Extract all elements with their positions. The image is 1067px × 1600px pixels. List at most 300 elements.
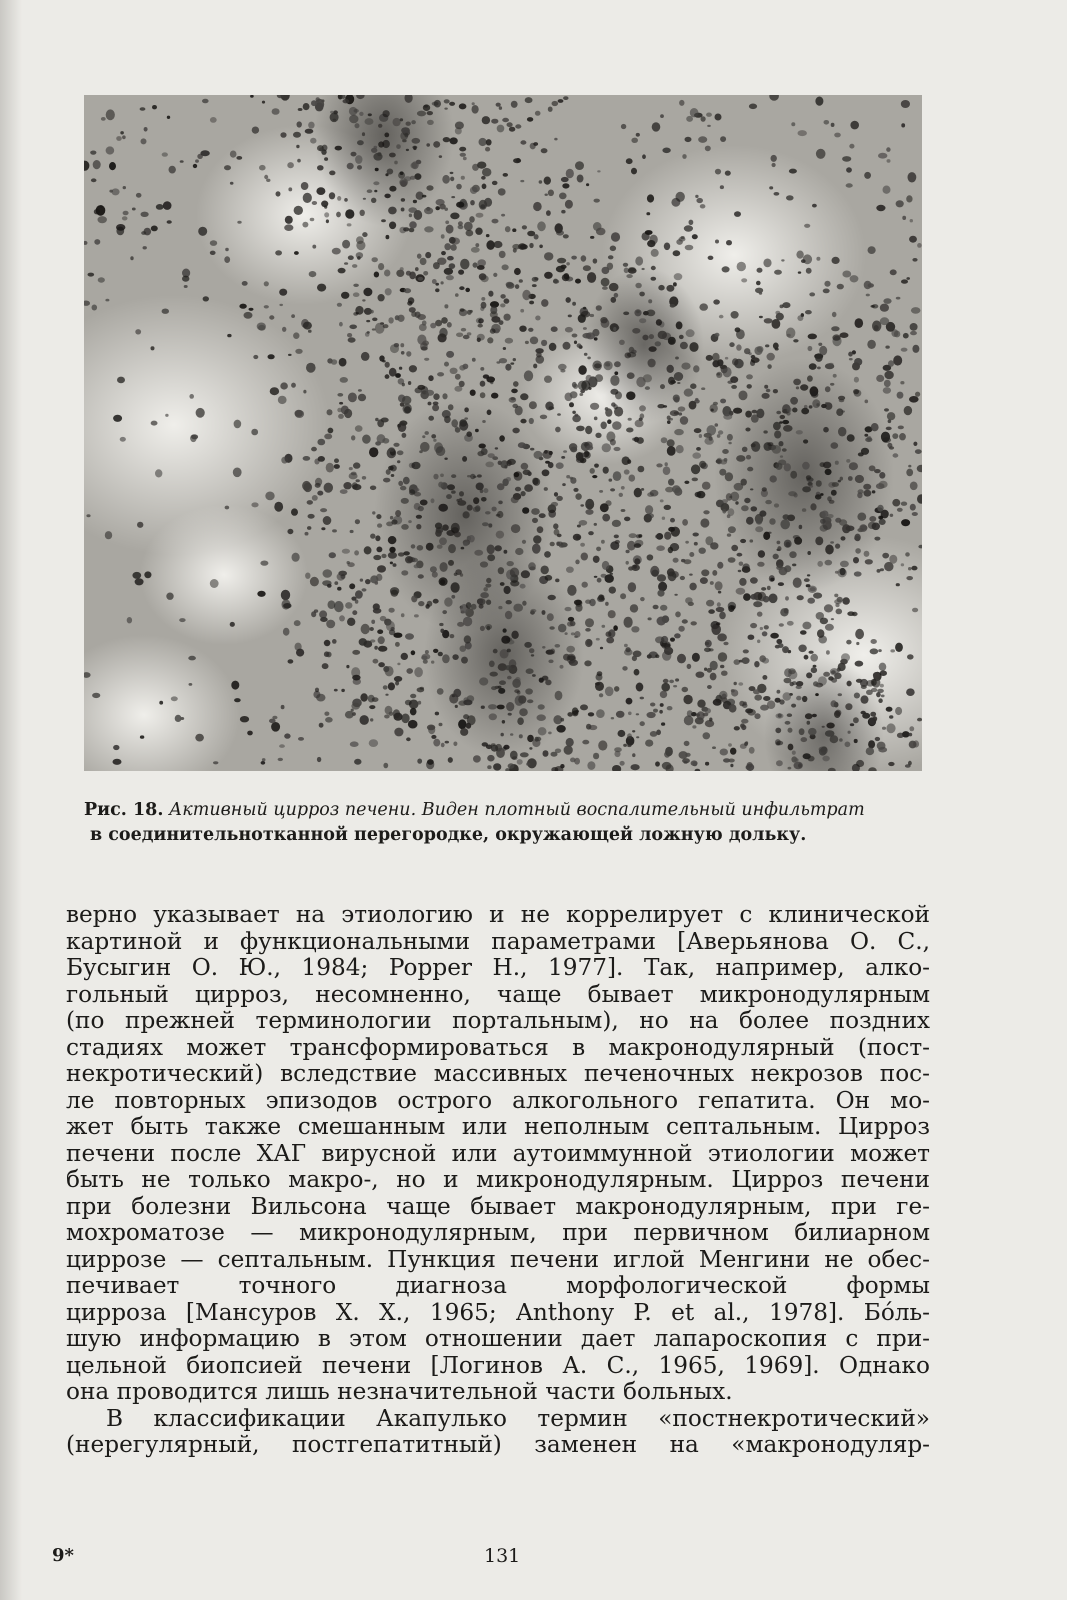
cell-nucleus <box>483 587 488 591</box>
cell-nucleus <box>712 570 717 576</box>
cell-nucleus <box>657 590 664 597</box>
cell-nucleus <box>388 536 397 544</box>
cell-nucleus <box>436 446 446 456</box>
cell-nucleus <box>544 487 548 491</box>
cell-nucleus <box>823 289 830 294</box>
cell-nucleus <box>596 638 600 641</box>
cell-nucleus <box>871 639 877 644</box>
cell-nucleus <box>113 745 119 750</box>
cell-nucleus <box>425 650 429 654</box>
cell-nucleus <box>684 481 689 484</box>
cell-nucleus <box>497 125 505 133</box>
cell-nucleus <box>728 557 736 563</box>
cell-nucleus <box>384 194 390 199</box>
cell-nucleus <box>284 224 293 231</box>
cell-nucleus <box>225 506 230 510</box>
cell-nucleus <box>705 708 711 714</box>
cell-nucleus <box>864 551 870 557</box>
signature-mark: 9* <box>52 1545 74 1566</box>
cell-nucleus <box>678 626 684 632</box>
cell-nucleus <box>485 462 494 468</box>
cell-nucleus <box>460 646 467 652</box>
cell-nucleus <box>524 370 533 381</box>
cell-nucleus <box>758 550 765 558</box>
cell-nucleus <box>270 387 279 395</box>
cell-nucleus <box>813 665 817 668</box>
cell-nucleus <box>901 100 910 108</box>
cell-nucleus <box>415 267 419 271</box>
cell-nucleus <box>620 761 625 766</box>
cell-nucleus <box>754 346 762 355</box>
cell-nucleus <box>362 476 366 480</box>
cell-nucleus <box>349 583 355 589</box>
cell-nucleus <box>802 508 806 512</box>
cell-nucleus <box>389 608 395 613</box>
cell-nucleus <box>796 696 801 701</box>
cell-nucleus <box>409 214 412 218</box>
cell-nucleus <box>812 204 817 208</box>
cell-nucleus <box>427 111 433 115</box>
text-line: гольный цирроз, несомненно, чаще бывает микронодулярным <box>66 981 930 1008</box>
cell-nucleus <box>411 650 416 655</box>
cell-nucleus <box>317 491 323 496</box>
cell-nucleus <box>179 618 185 622</box>
cell-nucleus <box>198 227 207 236</box>
cell-nucleus <box>580 704 588 710</box>
cell-nucleus <box>247 731 253 736</box>
cell-nucleus <box>647 654 652 658</box>
cell-nucleus <box>466 723 471 729</box>
cell-nucleus <box>375 535 380 541</box>
cell-nucleus <box>502 118 509 122</box>
cell-nucleus <box>730 764 733 767</box>
cell-nucleus <box>763 696 770 701</box>
cell-nucleus <box>464 222 473 231</box>
cell-nucleus <box>720 136 726 142</box>
cell-nucleus <box>812 714 817 717</box>
cell-nucleus <box>242 281 248 286</box>
text-line: цельной биопсией печени [Логинов А. С., 1965, 1969]. Однако <box>66 1352 930 1379</box>
cell-nucleus <box>757 612 763 617</box>
cell-nucleus <box>92 693 100 698</box>
cell-nucleus <box>553 279 559 283</box>
cell-nucleus <box>836 408 843 416</box>
cell-nucleus <box>432 572 438 578</box>
cell-nucleus <box>416 515 422 519</box>
cell-nucleus <box>341 689 345 692</box>
cell-nucleus <box>545 680 551 686</box>
cell-nucleus <box>631 168 637 175</box>
cell-nucleus <box>711 409 714 412</box>
cell-nucleus <box>281 705 285 709</box>
cell-nucleus <box>766 389 771 393</box>
cell-nucleus <box>295 410 303 417</box>
cell-nucleus <box>409 221 417 228</box>
cell-nucleus <box>715 423 719 427</box>
cell-nucleus <box>731 605 736 609</box>
cell-nucleus <box>759 316 763 318</box>
text-line: шую информацию в этом отношении дает лапароскопия с при- <box>66 1326 930 1352</box>
cell-nucleus <box>264 175 268 179</box>
cell-nucleus <box>234 698 241 702</box>
cell-nucleus <box>868 740 875 748</box>
cell-nucleus <box>786 334 790 337</box>
cell-nucleus <box>511 389 518 394</box>
cell-nucleus <box>383 324 389 328</box>
cell-nucleus <box>911 307 921 314</box>
cell-nucleus <box>364 546 372 554</box>
cell-nucleus <box>576 452 583 461</box>
cell-nucleus <box>368 695 375 703</box>
cell-nucleus <box>594 464 599 468</box>
cell-nucleus <box>879 481 888 488</box>
cell-nucleus <box>899 433 906 440</box>
cell-nucleus <box>634 543 641 548</box>
cell-nucleus <box>599 693 603 697</box>
cell-nucleus <box>94 239 100 245</box>
cell-nucleus <box>385 374 390 379</box>
cell-nucleus <box>454 531 461 537</box>
cell-nucleus <box>377 565 386 572</box>
cell-nucleus <box>506 477 511 482</box>
cell-nucleus <box>530 337 538 345</box>
cell-nucleus <box>590 468 595 474</box>
cell-nucleus <box>532 518 538 523</box>
cell-nucleus <box>440 474 444 478</box>
cell-nucleus <box>555 749 561 754</box>
cell-nucleus <box>731 689 738 696</box>
cell-nucleus <box>664 505 671 510</box>
cell-nucleus <box>739 578 746 586</box>
cell-nucleus <box>521 570 530 578</box>
cell-nucleus <box>882 727 886 730</box>
cell-nucleus <box>485 584 491 588</box>
cell-nucleus <box>363 288 372 296</box>
cell-nucleus <box>518 442 526 448</box>
cell-nucleus <box>528 562 536 570</box>
cell-nucleus <box>543 750 549 757</box>
cell-nucleus <box>649 346 657 352</box>
cell-nucleus <box>481 176 486 180</box>
cell-nucleus <box>159 701 163 705</box>
cell-nucleus <box>411 163 418 169</box>
cell-nucleus <box>508 713 512 716</box>
cell-nucleus <box>908 733 912 737</box>
cell-nucleus <box>483 374 489 378</box>
cell-nucleus <box>431 434 436 438</box>
cell-nucleus <box>234 420 242 429</box>
cell-nucleus <box>455 705 458 708</box>
cell-nucleus <box>378 263 384 270</box>
cell-nucleus <box>279 744 285 748</box>
cell-nucleus <box>548 732 552 735</box>
cell-nucleus <box>751 443 756 447</box>
cell-nucleus <box>281 457 288 464</box>
cell-nucleus <box>438 333 447 342</box>
cell-nucleus <box>777 546 781 551</box>
cell-nucleus <box>686 116 693 122</box>
cell-nucleus <box>441 743 445 748</box>
cell-nucleus <box>448 757 453 763</box>
cell-nucleus <box>831 490 837 496</box>
cell-nucleus <box>626 428 633 433</box>
cell-nucleus <box>627 372 635 379</box>
cell-nucleus <box>901 563 904 566</box>
cell-nucleus <box>902 216 906 220</box>
cell-nucleus <box>388 552 397 559</box>
cell-nucleus <box>597 170 600 172</box>
cell-nucleus <box>529 648 534 653</box>
cell-nucleus <box>628 267 636 272</box>
cell-nucleus <box>93 160 101 169</box>
cell-nucleus <box>317 757 321 762</box>
cell-nucleus <box>535 111 541 116</box>
cell-nucleus <box>566 297 571 303</box>
cell-nucleus <box>878 747 887 753</box>
cell-nucleus <box>674 429 684 435</box>
cell-nucleus <box>378 141 384 147</box>
cell-nucleus <box>516 158 520 163</box>
cell-nucleus <box>586 332 595 339</box>
cell-nucleus <box>823 462 831 469</box>
cell-nucleus <box>460 728 468 736</box>
cell-nucleus <box>524 642 532 648</box>
cell-nucleus <box>519 279 523 283</box>
cell-nucleus <box>347 618 355 626</box>
cell-nucleus <box>652 122 661 131</box>
text-line: некротический) вследствие массивных печеночных некрозов пос- <box>66 1061 930 1087</box>
cell-nucleus <box>903 333 909 339</box>
cell-nucleus <box>357 140 364 145</box>
text-line: циррозе — септальным. Пункция печени иглой Менгини не обес- <box>66 1246 930 1273</box>
cell-nucleus <box>853 717 859 723</box>
cell-nucleus <box>508 763 515 768</box>
cell-nucleus <box>459 103 467 109</box>
cell-nucleus <box>450 244 456 251</box>
cell-nucleus <box>231 681 239 690</box>
cell-nucleus <box>645 740 653 747</box>
cell-nucleus <box>747 384 752 389</box>
cell-nucleus <box>815 97 823 106</box>
cell-nucleus <box>905 552 910 556</box>
cell-nucleus <box>833 374 837 378</box>
cell-nucleus <box>329 192 335 199</box>
cell-nucleus <box>866 747 874 755</box>
cell-nucleus <box>838 480 841 483</box>
cell-nucleus <box>397 460 400 463</box>
cell-nucleus <box>510 733 513 736</box>
cell-nucleus <box>894 331 900 338</box>
cell-nucleus <box>479 200 487 210</box>
cell-nucleus <box>428 416 434 421</box>
cell-nucleus <box>430 323 436 329</box>
cell-nucleus <box>623 744 627 747</box>
cell-nucleus <box>632 656 637 662</box>
cell-nucleus <box>673 395 680 402</box>
cell-nucleus <box>871 305 875 308</box>
cell-nucleus <box>498 567 504 574</box>
cell-nucleus <box>883 387 891 394</box>
cell-nucleus <box>595 374 603 382</box>
cell-nucleus <box>641 488 644 491</box>
cell-nucleus <box>685 753 690 757</box>
cell-nucleus <box>504 550 508 554</box>
cell-nucleus <box>105 531 112 539</box>
cell-nucleus <box>418 506 424 511</box>
cell-nucleus <box>673 282 677 286</box>
cell-nucleus <box>687 710 693 717</box>
cell-nucleus <box>595 433 601 438</box>
cell-nucleus <box>481 706 485 709</box>
cell-nucleus <box>765 500 772 504</box>
cell-nucleus <box>320 617 328 622</box>
cell-nucleus <box>807 574 810 576</box>
cell-nucleus <box>856 642 859 645</box>
cell-nucleus <box>593 753 599 760</box>
cell-nucleus <box>613 327 616 331</box>
cell-nucleus <box>310 218 315 221</box>
cell-nucleus <box>759 292 762 295</box>
cell-nucleus <box>628 712 632 716</box>
cell-nucleus <box>678 412 682 415</box>
cell-nucleus <box>401 714 409 724</box>
cell-nucleus <box>381 418 389 423</box>
cell-nucleus <box>96 205 106 216</box>
cell-nucleus <box>455 122 464 130</box>
cell-nucleus <box>317 165 324 170</box>
cell-nucleus <box>896 583 900 586</box>
cell-nucleus <box>663 679 669 683</box>
cell-nucleus <box>784 540 792 548</box>
cell-nucleus <box>480 561 488 567</box>
cell-nucleus <box>210 579 219 588</box>
cell-nucleus <box>648 617 652 620</box>
cell-nucleus <box>441 281 444 284</box>
cell-nucleus <box>339 358 347 367</box>
cell-nucleus <box>651 266 656 270</box>
cell-nucleus <box>224 165 231 170</box>
cell-nucleus <box>841 536 846 540</box>
cell-nucleus <box>640 413 645 418</box>
cell-nucleus <box>349 467 353 470</box>
cell-nucleus <box>288 354 292 356</box>
cell-nucleus <box>866 294 870 297</box>
cell-nucleus <box>473 497 479 504</box>
cell-nucleus <box>291 314 295 318</box>
cell-nucleus <box>162 152 168 156</box>
cell-nucleus <box>736 344 741 350</box>
cell-nucleus <box>402 140 407 143</box>
cell-nucleus <box>680 342 688 350</box>
cell-nucleus <box>424 358 429 361</box>
cell-nucleus <box>327 409 333 415</box>
cell-nucleus <box>287 529 293 534</box>
cell-nucleus <box>788 668 796 674</box>
cell-nucleus <box>326 463 334 473</box>
cell-nucleus <box>647 194 654 202</box>
cell-nucleus <box>391 474 395 477</box>
cell-nucleus <box>878 153 887 159</box>
cell-nucleus <box>408 207 417 213</box>
cell-nucleus <box>414 614 419 617</box>
cell-nucleus <box>435 523 442 530</box>
cell-nucleus <box>520 140 526 144</box>
cell-nucleus <box>669 418 673 421</box>
cell-nucleus <box>455 293 459 297</box>
cell-nucleus <box>450 177 454 182</box>
cell-nucleus <box>522 225 527 229</box>
cell-nucleus <box>909 236 917 243</box>
cell-nucleus <box>144 228 152 236</box>
cell-nucleus <box>785 721 791 725</box>
cell-nucleus <box>773 422 781 431</box>
cell-nucleus <box>630 604 638 612</box>
cell-nucleus <box>347 223 352 226</box>
cell-nucleus <box>840 568 846 575</box>
cell-nucleus <box>881 695 885 698</box>
cell-nucleus <box>356 252 363 258</box>
cell-nucleus <box>664 243 670 251</box>
pale-region <box>140 505 308 645</box>
cell-nucleus <box>735 327 741 332</box>
cell-nucleus <box>774 192 780 196</box>
cell-nucleus <box>685 541 689 544</box>
cell-nucleus <box>325 717 333 723</box>
cell-nucleus <box>512 404 518 408</box>
cell-nucleus <box>123 186 126 189</box>
cell-nucleus <box>825 386 831 392</box>
cell-nucleus <box>189 683 193 686</box>
cell-nucleus <box>586 724 591 730</box>
cell-nucleus <box>608 629 615 638</box>
cell-nucleus <box>549 626 554 630</box>
cell-nucleus <box>786 195 794 200</box>
cell-nucleus <box>650 703 655 707</box>
cell-nucleus <box>189 394 194 399</box>
cell-nucleus <box>676 445 684 453</box>
cell-nucleus <box>515 284 519 289</box>
cell-nucleus <box>310 138 316 144</box>
cell-nucleus <box>541 299 548 307</box>
cell-nucleus <box>236 156 242 160</box>
cell-nucleus <box>394 728 403 737</box>
cell-nucleus <box>451 196 455 198</box>
cell-nucleus <box>316 187 325 195</box>
cell-nucleus <box>345 602 352 609</box>
cell-nucleus <box>764 625 769 629</box>
cell-nucleus <box>722 449 729 454</box>
cell-nucleus <box>169 166 176 174</box>
cell-nucleus <box>369 739 378 747</box>
cell-nucleus <box>425 431 429 435</box>
cell-nucleus <box>689 220 694 225</box>
cell-nucleus <box>278 758 283 761</box>
cell-nucleus <box>763 596 770 603</box>
cell-nucleus <box>383 685 388 689</box>
cell-nucleus <box>339 615 345 621</box>
cell-nucleus <box>526 668 534 674</box>
cell-nucleus <box>676 321 683 329</box>
cell-nucleus <box>537 714 546 721</box>
cell-nucleus <box>674 411 679 414</box>
cell-nucleus <box>410 694 416 699</box>
cell-nucleus <box>820 519 826 524</box>
cell-nucleus <box>491 745 498 752</box>
cell-nucleus <box>417 545 424 551</box>
cell-nucleus <box>762 487 767 491</box>
cell-nucleus <box>389 629 395 635</box>
cell-nucleus <box>661 722 665 725</box>
